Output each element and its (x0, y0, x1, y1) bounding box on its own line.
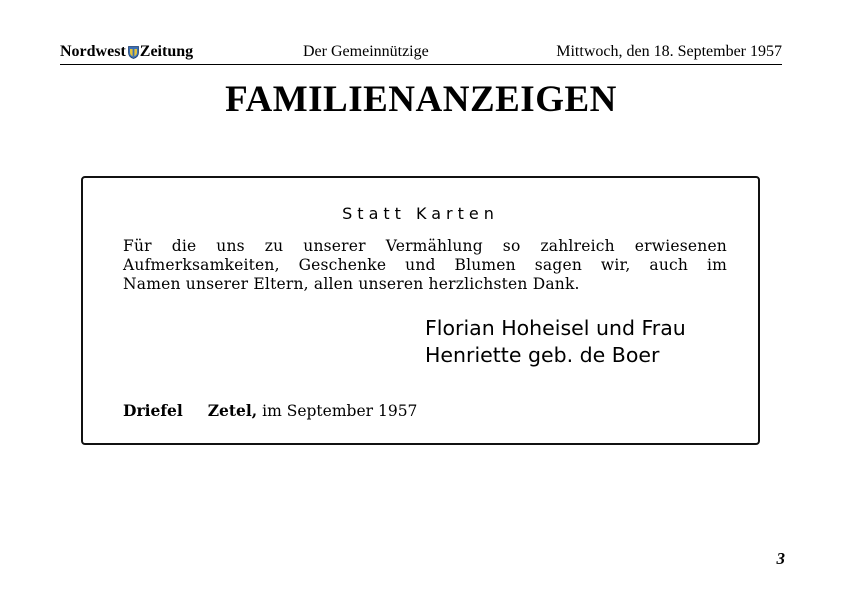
page-title: FAMILIENANZEIGEN (225, 79, 617, 120)
place-zetel: Zetel, (207, 401, 258, 420)
body-line: Aufmerksamkeiten, Geschenke und Blumen sagen wir, auch im (123, 256, 727, 274)
section-name: Der Gemeinnützige (303, 43, 429, 60)
announcement-box (81, 176, 760, 445)
body-line: Namen unserer Eltern, allen unseren herzlichsten Dank. (123, 275, 580, 293)
announcement-body (123, 237, 727, 294)
masthead-right: Zeitung (139, 43, 194, 60)
signature-line: Henriette geb. de Boer (425, 343, 660, 367)
page-number: 3 (776, 549, 785, 568)
place-driefel: Driefel (123, 401, 183, 420)
place-date-line (123, 401, 417, 420)
masthead-left: Nordwest (60, 43, 126, 60)
signature-line: Florian Hoheisel und Frau (425, 316, 686, 340)
place-date: im September 1957 (262, 402, 418, 420)
masthead (60, 43, 193, 61)
announcement-heading: Statt Karten (342, 204, 499, 223)
issue-date: Mittwoch, den 18. September 1957 (556, 43, 782, 60)
crest-icon (128, 46, 139, 59)
signature-block (425, 315, 686, 369)
page-header (60, 42, 782, 65)
body-line: Für die uns zu unserer Vermählung so zahlreich erwiesenen (123, 237, 727, 255)
